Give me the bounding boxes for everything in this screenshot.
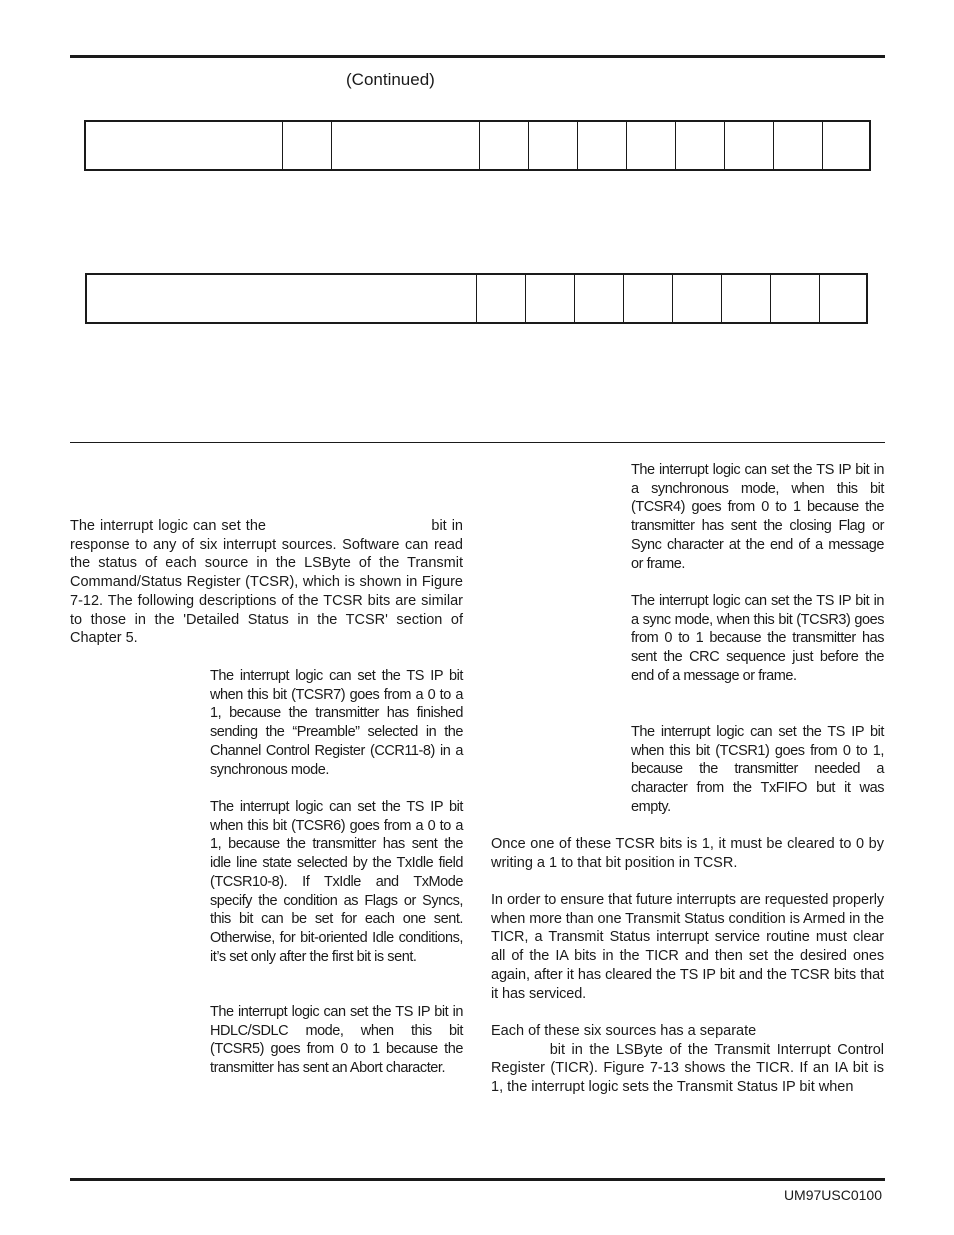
- tcsr-register-table: [84, 120, 871, 171]
- register-cell: [627, 122, 676, 169]
- six-sources-paragraph: Each of these six sources has a separate bit in the LSByte of the Transmit Interrupt Control Register (TICR). Figure 7-13 shows the TICR. If an IA bit is 1, the interrupt logic sets the Transmit Status IP bit when: [491, 1023, 884, 1096]
- ticr-register-table: [85, 273, 868, 324]
- register-cell: [722, 275, 771, 322]
- register-cell: [774, 122, 823, 169]
- register-cell: [578, 122, 627, 169]
- bottom-rule: [70, 1178, 885, 1181]
- continued-label: (Continued): [346, 70, 435, 89]
- tcsr7-description: The interrupt logic can set the TS IP bit when this bit (TCSR7) goes from a 0 to a 1, because the transmitter has finished sending the “Preamble” selected in the Channel Control Register (CCR11-8) in a synchronous mode.: [210, 668, 463, 778]
- clear-bits-paragraph: Once one of these TCSR bits is 1, it must be cleared to 0 by writing a 1 to that bit position in TCSR.: [491, 836, 884, 871]
- register-cell: [673, 275, 722, 322]
- register-cell: [823, 122, 869, 169]
- section-divider: [70, 442, 885, 443]
- register-cell: [477, 275, 526, 322]
- register-cell: [624, 275, 673, 322]
- register-cell: [575, 275, 624, 322]
- register-cell: [480, 122, 529, 169]
- document-id: UM97USC0100: [783, 1187, 882, 1203]
- tcsr1-description: The interrupt logic can set the TS IP bit when this bit (TCSR1) goes from 0 to 1, because the transmitter needed a character from the TxFIFO but it was empty.: [631, 724, 884, 815]
- register-cell: [332, 122, 480, 169]
- register-cell: [283, 122, 332, 169]
- register-cell: [87, 275, 477, 322]
- intro-paragraph: The interrupt logic can set the bit in response to any of six interrupt sources. Software can read the status of each source in the LSByte of the Transmit Command/Status Register (TCSR), which is shown in Figure 7-12. The following descriptions of the TCSR bits are similar to those in the 'Detailed Status in the TCSR' section of Chapter 5.: [70, 518, 468, 647]
- register-cell: [529, 122, 578, 169]
- register-cell: [526, 275, 575, 322]
- top-rule: [70, 55, 885, 58]
- tcsr6-description: The interrupt logic can set the TS IP bit when this bit (TCSR6) goes from a 0 to a 1, because the transmitter has sent the idle line state selected by the TxIdle field (TCSR10-8). If TxIdle and TxMode specify the condition as Flags or Syncs, this bit can be set for each one sent. Otherwise, for bit-oriented Idle conditions, it’s set only after the first bit is sent.: [210, 799, 463, 965]
- register-cell: [86, 122, 283, 169]
- interrupt-service-paragraph: In order to ensure that future interrupts are requested properly when more than one Transmit Status condition is Armed in the TICR, a Transmit Status interrupt service routine must clear all of the IA bits in the TICR and then set the desired ones again, after it has cleared the TS IP bit and the TCSR bits that it has serviced.: [491, 892, 884, 1002]
- tcsr3-description: The interrupt logic can set the TS IP bit in a sync mode, when this bit (TCSR3) goes from 0 to 1 because the transmitter has sent the CRC sequence just before the end of a message or frame.: [631, 593, 884, 684]
- tcsr5-description: The interrupt logic can set the TS IP bit in HDLC/SDLC mode, when this bit (TCSR5) goes from 0 to 1 because the transmitter has sent an Abort character.: [210, 1004, 463, 1077]
- register-cell: [771, 275, 820, 322]
- tcsr4-description: The interrupt logic can set the TS IP bit in a synchronous mode, when this bit (TCSR4) goes from 0 to 1 because the transmitter has sent the closing Flag or Sync character at the end of a message or frame.: [631, 462, 884, 572]
- register-cell: [725, 122, 774, 169]
- register-cell: [676, 122, 725, 169]
- register-cell: [820, 275, 866, 322]
